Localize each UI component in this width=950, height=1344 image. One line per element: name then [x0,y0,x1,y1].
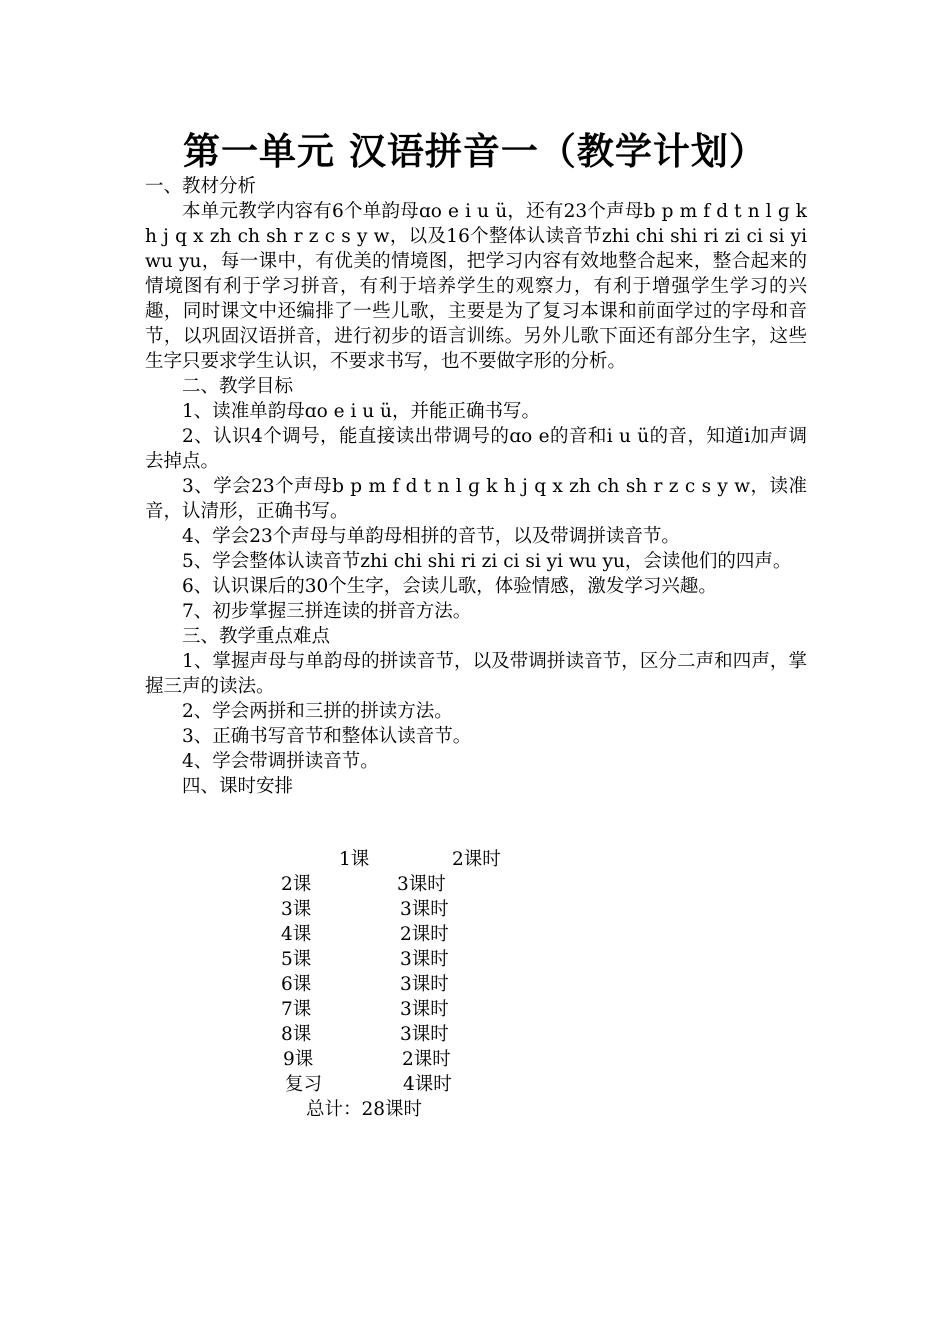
schedule-hours: 4课时 [403,1074,452,1095]
schedule-lesson: 3课 [281,899,312,920]
schedule-hours: 3课时 [400,949,449,970]
schedule-lesson: 复习 [285,1074,323,1095]
schedule-row [281,922,449,947]
schedule-hours: 2课时 [452,849,501,870]
schedule-lesson: 7课 [281,999,312,1020]
schedule-row [281,972,449,997]
section-heading-key-points: 三、教学重点难点 [182,626,331,647]
key-point-item: 1、掌握声母与单韵母的拼读音节，以及带调拼读音节，区分二声和四声，掌握三声的读法。 [145,651,807,697]
key-point-item: 2、学会两拼和三拼的拼读方法。 [182,701,453,722]
schedule-lesson: 1课 [339,849,370,870]
schedule-lesson: 9课 [283,1049,314,1070]
goal-item: 1、读准单韵母ɑo e i u ü，并能正确书写。 [182,401,540,422]
goal-item: 6、认识课后的30个生字，会读儿歌，体验情感，激发学习兴趣。 [182,576,717,597]
section-heading-materials: 一、教材分析 [145,176,257,197]
schedule-row [281,997,449,1022]
schedule-row [281,1022,449,1047]
schedule-hours: 3课时 [397,874,446,895]
schedule-hours: 3课时 [400,899,449,920]
schedule-row [281,872,446,897]
schedule-row [285,1072,452,1097]
page-title: 第一单元 汉语拼音一（教学计划） [183,129,767,173]
section-heading-schedule: 四、课时安排 [182,776,294,797]
schedule-hours: 3课时 [400,999,449,1020]
key-point-item: 3、正确书写音节和整体认读音节。 [182,726,472,747]
schedule-row [339,847,501,872]
section-heading-goals: 二、教学目标 [182,376,294,397]
schedule-row [281,947,449,972]
materials-paragraph: 本单元教学内容有6个单韵母ɑo e i u ü，还有23个声母b p m f d t n l ɡ k h j q x zh ch sh r z c s y w，以及16个整体认读音节zhi chi shi ri zi ci si yi wu yu，每一课中，有优美的情境图，把学习内容有效地整合起来，整合起来的情境图有利于学习拼音，有利于培养学生的观察力，有利于增强学生学习的兴趣，同时课文中还编排了一些儿歌，主要是为了复习本课和前面学过的字母和音节，以巩固汉语拼音，进行初步的语言训练。另外儿歌下面还有部分生字，这些生字只要求学生认识，不要求书写，也不要做字形的分析。 [145,201,807,372]
schedule-hours: 3课时 [400,1024,449,1045]
schedule-lesson: 8课 [281,1024,312,1045]
schedule-hours: 3课时 [400,974,449,995]
key-point-item: 4、学会带调拼读音节。 [182,751,379,772]
schedule-lesson: 5课 [281,949,312,970]
goal-item: 2、认识4个调号，能直接读出带调号的ɑo e的音和i u ü的音，知道i加声调去掉点。 [145,426,807,472]
goal-item: 5、学会整体认读音节zhi chi shi ri zi ci si yi wu yu，会读他们的四声。 [182,551,792,572]
schedule-hours: 2课时 [400,924,449,945]
schedule-lesson: 2课 [281,874,312,895]
document-body [145,174,807,799]
schedule-lesson: 6课 [281,974,312,995]
schedule-total: 总计：28课时 [306,1099,423,1120]
goal-item: 7、初步掌握三拼连读的拼音方法。 [182,601,472,622]
schedule-row [283,1047,451,1072]
schedule-lesson: 4课 [281,924,312,945]
schedule-row [281,897,449,922]
schedule-hours: 2课时 [402,1049,451,1070]
goal-item: 3、学会23个声母b p m f d t n l ɡ k h j q x zh ch sh r z c s y w，读准音，认清形，正确书写。 [145,476,807,522]
goal-item: 4、学会23个声母与单韵母相拼的音节，以及带调拼读音节。 [182,526,680,547]
